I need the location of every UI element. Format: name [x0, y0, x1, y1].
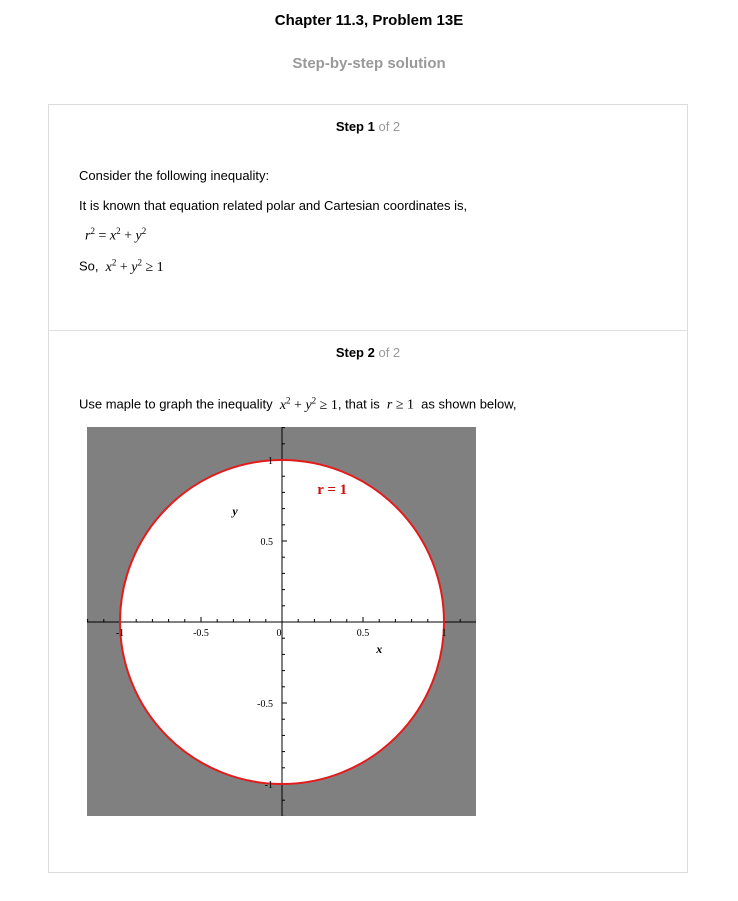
step-2-inequality: $x^2 + y^2 \ge 1$: [276, 395, 338, 413]
x-tick-label: 0.5: [356, 628, 370, 639]
chapter-title: Chapter 11.3, Problem 13E: [274, 12, 464, 29]
x-tick-label: -0.5: [193, 628, 209, 639]
step-2-polar-inequality: r ≥ 1: [383, 397, 415, 413]
y-axis-label: y: [232, 504, 238, 519]
inequality-expression: $x^2 + y^2 \ge 1$: [102, 257, 164, 275]
solution-card: [48, 104, 688, 873]
step-2-header: [49, 345, 687, 360]
x-tick-label: 0: [276, 628, 282, 639]
y-tick-label: -1: [264, 780, 273, 791]
step-1-of: of 2: [378, 119, 401, 134]
step-2-text-middle: , that is: [337, 396, 380, 412]
step-2-of: of 2: [378, 345, 401, 360]
step-2-text: [79, 395, 517, 414]
y-tick-label: 1: [268, 456, 273, 467]
step-1-so: So,: [79, 258, 99, 274]
x-tick-label: 1: [441, 628, 447, 639]
y-tick-label: -0.5: [257, 699, 273, 710]
step-2-text-after: as shown below,: [421, 396, 517, 412]
step-1-label: Step 1: [335, 119, 375, 134]
x-tick-label: -1: [115, 628, 125, 639]
region-plot: [87, 427, 476, 816]
step-1-header: [49, 119, 687, 134]
step-2-label: Step 2: [335, 345, 375, 360]
step-1-intro: Consider the following inequality:: [79, 168, 270, 183]
solution-subtitle: Step-by-step solution: [292, 55, 446, 72]
curve-label: r = 1: [317, 482, 348, 499]
step-2-text-before: Use maple to graph the inequality: [79, 396, 273, 412]
step-1-so-line: [79, 257, 164, 276]
y-tick-label: 0.5: [260, 537, 273, 548]
x-axis-label: x: [376, 642, 383, 656]
polar-cartesian-equation: $r^2 = x^2 + y^2$: [85, 226, 147, 244]
step-1-known: It is known that equation related polar and Cartesian coordinates is,: [79, 198, 468, 213]
step-divider: [49, 330, 687, 331]
